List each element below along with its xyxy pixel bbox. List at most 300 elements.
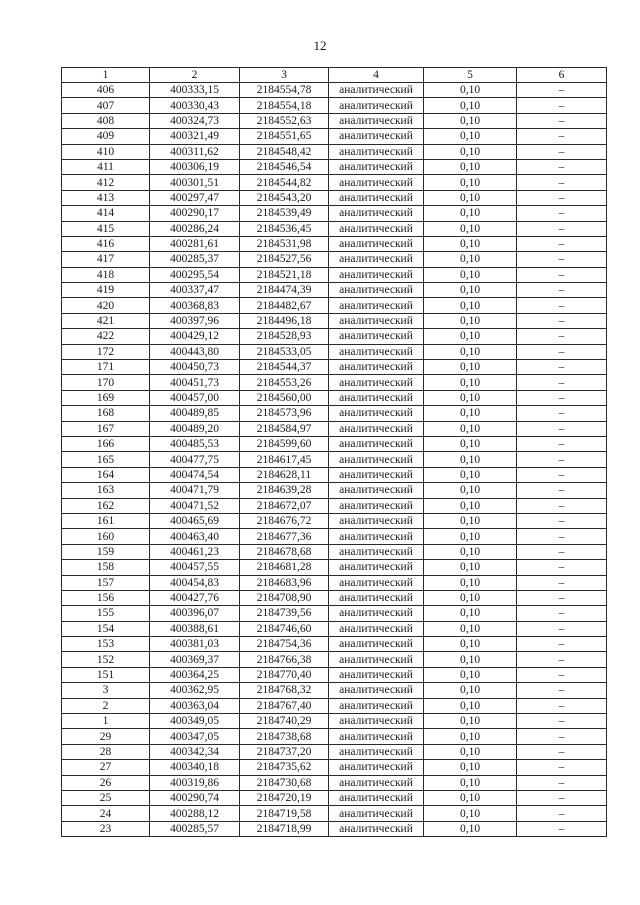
- table-row: [62, 714, 607, 729]
- y-coordinate-cell: 2184672,07: [240, 498, 329, 513]
- x-coordinate-cell: 400477,75: [150, 452, 240, 467]
- point-number-cell: 162: [62, 498, 150, 513]
- y-coordinate-cell: 2184544,37: [240, 360, 329, 375]
- table-row: [62, 252, 607, 267]
- x-coordinate-cell: 400290,74: [150, 790, 240, 805]
- method-cell: аналитический: [329, 575, 424, 590]
- accuracy-cell: 0,10: [424, 467, 517, 482]
- note-cell: –: [517, 390, 607, 405]
- x-coordinate-cell: 400471,52: [150, 498, 240, 513]
- accuracy-cell: 0,10: [424, 667, 517, 682]
- accuracy-cell: 0,10: [424, 390, 517, 405]
- accuracy-cell: 0,10: [424, 206, 517, 221]
- table-row: [62, 667, 607, 682]
- coordinates-table: [61, 67, 607, 837]
- accuracy-cell: 0,10: [424, 421, 517, 436]
- y-coordinate-cell: 2184584,97: [240, 421, 329, 436]
- method-cell: аналитический: [329, 513, 424, 528]
- method-cell: аналитический: [329, 529, 424, 544]
- note-cell: –: [517, 544, 607, 559]
- x-coordinate-cell: 400330,43: [150, 98, 240, 113]
- method-cell: аналитический: [329, 667, 424, 682]
- method-cell: аналитический: [329, 467, 424, 482]
- note-cell: –: [517, 360, 607, 375]
- point-number-cell: 25: [62, 790, 150, 805]
- x-coordinate-cell: 400489,20: [150, 421, 240, 436]
- y-coordinate-cell: 2184544,82: [240, 175, 329, 190]
- accuracy-cell: 0,10: [424, 513, 517, 528]
- method-cell: аналитический: [329, 775, 424, 790]
- method-cell: аналитический: [329, 652, 424, 667]
- point-number-cell: 408: [62, 113, 150, 128]
- y-coordinate-cell: 2184553,26: [240, 375, 329, 390]
- x-coordinate-cell: 400340,18: [150, 760, 240, 775]
- x-coordinate-cell: 400489,85: [150, 406, 240, 421]
- x-coordinate-cell: 400457,55: [150, 560, 240, 575]
- table-row: [62, 498, 607, 513]
- y-coordinate-cell: 2184766,38: [240, 652, 329, 667]
- accuracy-cell: 0,10: [424, 144, 517, 159]
- note-cell: –: [517, 683, 607, 698]
- note-cell: –: [517, 221, 607, 236]
- table-row: [62, 529, 607, 544]
- note-cell: –: [517, 375, 607, 390]
- accuracy-cell: 0,10: [424, 360, 517, 375]
- table-row: [62, 190, 607, 205]
- y-coordinate-cell: 2184482,67: [240, 298, 329, 313]
- x-coordinate-cell: 400451,73: [150, 375, 240, 390]
- method-cell: аналитический: [329, 190, 424, 205]
- x-coordinate-cell: 400454,83: [150, 575, 240, 590]
- point-number-cell: 413: [62, 190, 150, 205]
- method-cell: аналитический: [329, 390, 424, 405]
- method-cell: аналитический: [329, 267, 424, 282]
- table-row: [62, 637, 607, 652]
- note-cell: –: [517, 729, 607, 744]
- accuracy-cell: 0,10: [424, 236, 517, 251]
- x-coordinate-cell: 400396,07: [150, 606, 240, 621]
- method-cell: аналитический: [329, 729, 424, 744]
- note-cell: –: [517, 760, 607, 775]
- note-cell: –: [517, 529, 607, 544]
- x-coordinate-cell: 400443,80: [150, 344, 240, 359]
- note-cell: –: [517, 667, 607, 682]
- method-cell: аналитический: [329, 621, 424, 636]
- note-cell: –: [517, 560, 607, 575]
- note-cell: –: [517, 513, 607, 528]
- method-cell: аналитический: [329, 221, 424, 236]
- y-coordinate-cell: 2184521,18: [240, 267, 329, 282]
- y-coordinate-cell: 2184548,42: [240, 144, 329, 159]
- note-cell: –: [517, 806, 607, 821]
- method-cell: аналитический: [329, 714, 424, 729]
- accuracy-cell: 0,10: [424, 190, 517, 205]
- method-cell: аналитический: [329, 236, 424, 251]
- table-row: [62, 436, 607, 451]
- table-row: [62, 467, 607, 482]
- note-cell: –: [517, 714, 607, 729]
- accuracy-cell: 0,10: [424, 575, 517, 590]
- table-row: [62, 129, 607, 144]
- method-cell: аналитический: [329, 760, 424, 775]
- point-number-cell: 2: [62, 698, 150, 713]
- x-coordinate-cell: 400363,04: [150, 698, 240, 713]
- x-coordinate-cell: 400311,62: [150, 144, 240, 159]
- y-coordinate-cell: 2184554,18: [240, 98, 329, 113]
- point-number-cell: 421: [62, 313, 150, 328]
- table-row: [62, 159, 607, 174]
- x-coordinate-cell: 400295,54: [150, 267, 240, 282]
- x-coordinate-cell: 400337,47: [150, 283, 240, 298]
- method-cell: аналитический: [329, 790, 424, 805]
- accuracy-cell: 0,10: [424, 698, 517, 713]
- method-cell: аналитический: [329, 698, 424, 713]
- y-coordinate-cell: 2184527,56: [240, 252, 329, 267]
- x-coordinate-cell: 400471,79: [150, 483, 240, 498]
- column-header: 5: [424, 68, 517, 83]
- table-row: [62, 621, 607, 636]
- point-number-cell: 172: [62, 344, 150, 359]
- accuracy-cell: 0,10: [424, 637, 517, 652]
- table-row: [62, 821, 607, 836]
- table-row: [62, 698, 607, 713]
- point-number-cell: 166: [62, 436, 150, 451]
- method-cell: аналитический: [329, 83, 424, 98]
- y-coordinate-cell: 2184767,40: [240, 698, 329, 713]
- y-coordinate-cell: 2184552,63: [240, 113, 329, 128]
- method-cell: аналитический: [329, 590, 424, 605]
- y-coordinate-cell: 2184474,39: [240, 283, 329, 298]
- accuracy-cell: 0,10: [424, 329, 517, 344]
- y-coordinate-cell: 2184681,28: [240, 560, 329, 575]
- note-cell: –: [517, 467, 607, 482]
- column-header: 2: [150, 68, 240, 83]
- method-cell: аналитический: [329, 452, 424, 467]
- table-row: [62, 544, 607, 559]
- y-coordinate-cell: 2184617,45: [240, 452, 329, 467]
- y-coordinate-cell: 2184639,28: [240, 483, 329, 498]
- point-number-cell: 29: [62, 729, 150, 744]
- table-row: [62, 375, 607, 390]
- table-row: [62, 513, 607, 528]
- y-coordinate-cell: 2184708,90: [240, 590, 329, 605]
- method-cell: аналитический: [329, 313, 424, 328]
- accuracy-cell: 0,10: [424, 313, 517, 328]
- note-cell: –: [517, 206, 607, 221]
- point-number-cell: 418: [62, 267, 150, 282]
- accuracy-cell: 0,10: [424, 714, 517, 729]
- y-coordinate-cell: 2184738,68: [240, 729, 329, 744]
- note-cell: –: [517, 498, 607, 513]
- table-row: [62, 744, 607, 759]
- point-number-cell: 24: [62, 806, 150, 821]
- point-number-cell: 159: [62, 544, 150, 559]
- x-coordinate-cell: 400285,57: [150, 821, 240, 836]
- point-number-cell: 411: [62, 159, 150, 174]
- note-cell: –: [517, 344, 607, 359]
- point-number-cell: 416: [62, 236, 150, 251]
- method-cell: аналитический: [329, 744, 424, 759]
- point-number-cell: 28: [62, 744, 150, 759]
- method-cell: аналитический: [329, 436, 424, 451]
- y-coordinate-cell: 2184536,45: [240, 221, 329, 236]
- method-cell: аналитический: [329, 806, 424, 821]
- note-cell: –: [517, 313, 607, 328]
- point-number-cell: 170: [62, 375, 150, 390]
- note-cell: –: [517, 637, 607, 652]
- note-cell: –: [517, 452, 607, 467]
- accuracy-cell: 0,10: [424, 406, 517, 421]
- accuracy-cell: 0,10: [424, 683, 517, 698]
- x-coordinate-cell: 400347,05: [150, 729, 240, 744]
- note-cell: –: [517, 129, 607, 144]
- point-number-cell: 406: [62, 83, 150, 98]
- table-row: [62, 575, 607, 590]
- point-number-cell: 160: [62, 529, 150, 544]
- x-coordinate-cell: 400362,95: [150, 683, 240, 698]
- x-coordinate-cell: 400333,15: [150, 83, 240, 98]
- method-cell: аналитический: [329, 637, 424, 652]
- point-number-cell: 410: [62, 144, 150, 159]
- accuracy-cell: 0,10: [424, 544, 517, 559]
- method-cell: аналитический: [329, 375, 424, 390]
- note-cell: –: [517, 698, 607, 713]
- x-coordinate-cell: 400324,73: [150, 113, 240, 128]
- accuracy-cell: 0,10: [424, 298, 517, 313]
- x-coordinate-cell: 400290,17: [150, 206, 240, 221]
- x-coordinate-cell: 400474,54: [150, 467, 240, 482]
- table-row: [62, 344, 607, 359]
- note-cell: –: [517, 775, 607, 790]
- accuracy-cell: 0,10: [424, 606, 517, 621]
- x-coordinate-cell: 400342,34: [150, 744, 240, 759]
- table-row: [62, 221, 607, 236]
- x-coordinate-cell: 400288,12: [150, 806, 240, 821]
- table-row: [62, 329, 607, 344]
- accuracy-cell: 0,10: [424, 175, 517, 190]
- note-cell: –: [517, 298, 607, 313]
- note-cell: –: [517, 190, 607, 205]
- x-coordinate-cell: 400306,19: [150, 159, 240, 174]
- x-coordinate-cell: 400321,49: [150, 129, 240, 144]
- note-cell: –: [517, 483, 607, 498]
- accuracy-cell: 0,10: [424, 375, 517, 390]
- method-cell: аналитический: [329, 360, 424, 375]
- y-coordinate-cell: 2184533,05: [240, 344, 329, 359]
- accuracy-cell: 0,10: [424, 760, 517, 775]
- table-row: [62, 421, 607, 436]
- method-cell: аналитический: [329, 113, 424, 128]
- x-coordinate-cell: 400285,37: [150, 252, 240, 267]
- accuracy-cell: 0,10: [424, 529, 517, 544]
- x-coordinate-cell: 400465,69: [150, 513, 240, 528]
- point-number-cell: 26: [62, 775, 150, 790]
- table-row: [62, 175, 607, 190]
- method-cell: аналитический: [329, 606, 424, 621]
- accuracy-cell: 0,10: [424, 652, 517, 667]
- table-row: [62, 390, 607, 405]
- x-coordinate-cell: 400349,05: [150, 714, 240, 729]
- x-coordinate-cell: 400461,23: [150, 544, 240, 559]
- x-coordinate-cell: 400397,96: [150, 313, 240, 328]
- accuracy-cell: 0,10: [424, 729, 517, 744]
- x-coordinate-cell: 400463,40: [150, 529, 240, 544]
- x-coordinate-cell: 400301,51: [150, 175, 240, 190]
- method-cell: аналитический: [329, 560, 424, 575]
- note-cell: –: [517, 236, 607, 251]
- point-number-cell: 167: [62, 421, 150, 436]
- method-cell: аналитический: [329, 159, 424, 174]
- accuracy-cell: 0,10: [424, 283, 517, 298]
- x-coordinate-cell: 400485,53: [150, 436, 240, 451]
- point-number-cell: 409: [62, 129, 150, 144]
- y-coordinate-cell: 2184539,49: [240, 206, 329, 221]
- note-cell: –: [517, 406, 607, 421]
- accuracy-cell: 0,10: [424, 744, 517, 759]
- y-coordinate-cell: 2184677,36: [240, 529, 329, 544]
- note-cell: –: [517, 113, 607, 128]
- note-cell: –: [517, 175, 607, 190]
- method-cell: аналитический: [329, 821, 424, 836]
- note-cell: –: [517, 436, 607, 451]
- point-number-cell: 417: [62, 252, 150, 267]
- accuracy-cell: 0,10: [424, 267, 517, 282]
- point-number-cell: 407: [62, 98, 150, 113]
- method-cell: аналитический: [329, 683, 424, 698]
- y-coordinate-cell: 2184754,36: [240, 637, 329, 652]
- x-coordinate-cell: 400457,00: [150, 390, 240, 405]
- point-number-cell: 154: [62, 621, 150, 636]
- x-coordinate-cell: 400369,37: [150, 652, 240, 667]
- point-number-cell: 152: [62, 652, 150, 667]
- note-cell: –: [517, 575, 607, 590]
- method-cell: аналитический: [329, 406, 424, 421]
- accuracy-cell: 0,10: [424, 790, 517, 805]
- note-cell: –: [517, 821, 607, 836]
- note-cell: –: [517, 283, 607, 298]
- method-cell: аналитический: [329, 252, 424, 267]
- table-row: [62, 298, 607, 313]
- point-number-cell: 165: [62, 452, 150, 467]
- method-cell: аналитический: [329, 483, 424, 498]
- accuracy-cell: 0,10: [424, 344, 517, 359]
- accuracy-cell: 0,10: [424, 252, 517, 267]
- accuracy-cell: 0,10: [424, 775, 517, 790]
- table-row: [62, 144, 607, 159]
- column-header: 6: [517, 68, 607, 83]
- point-number-cell: 168: [62, 406, 150, 421]
- point-number-cell: 155: [62, 606, 150, 621]
- accuracy-cell: 0,10: [424, 498, 517, 513]
- x-coordinate-cell: 400364,25: [150, 667, 240, 682]
- method-cell: аналитический: [329, 298, 424, 313]
- note-cell: –: [517, 621, 607, 636]
- note-cell: –: [517, 590, 607, 605]
- accuracy-cell: 0,10: [424, 821, 517, 836]
- accuracy-cell: 0,10: [424, 621, 517, 636]
- table-row: [62, 452, 607, 467]
- x-coordinate-cell: 400381,03: [150, 637, 240, 652]
- x-coordinate-cell: 400281,61: [150, 236, 240, 251]
- y-coordinate-cell: 2184599,60: [240, 436, 329, 451]
- accuracy-cell: 0,10: [424, 113, 517, 128]
- y-coordinate-cell: 2184770,40: [240, 667, 329, 682]
- y-coordinate-cell: 2184551,65: [240, 129, 329, 144]
- method-cell: аналитический: [329, 98, 424, 113]
- note-cell: –: [517, 790, 607, 805]
- note-cell: –: [517, 267, 607, 282]
- y-coordinate-cell: 2184768,32: [240, 683, 329, 698]
- y-coordinate-cell: 2184730,68: [240, 775, 329, 790]
- point-number-cell: 156: [62, 590, 150, 605]
- x-coordinate-cell: 400429,12: [150, 329, 240, 344]
- note-cell: –: [517, 252, 607, 267]
- point-number-cell: 151: [62, 667, 150, 682]
- table-row: [62, 313, 607, 328]
- point-number-cell: 163: [62, 483, 150, 498]
- table-row: [62, 652, 607, 667]
- point-number-cell: 23: [62, 821, 150, 836]
- x-coordinate-cell: 400388,61: [150, 621, 240, 636]
- point-number-cell: 415: [62, 221, 150, 236]
- point-number-cell: 414: [62, 206, 150, 221]
- method-cell: аналитический: [329, 144, 424, 159]
- y-coordinate-cell: 2184719,58: [240, 806, 329, 821]
- y-coordinate-cell: 2184737,20: [240, 744, 329, 759]
- note-cell: –: [517, 98, 607, 113]
- accuracy-cell: 0,10: [424, 159, 517, 174]
- table-row: [62, 806, 607, 821]
- x-coordinate-cell: 400450,73: [150, 360, 240, 375]
- method-cell: аналитический: [329, 283, 424, 298]
- accuracy-cell: 0,10: [424, 98, 517, 113]
- y-coordinate-cell: 2184740,29: [240, 714, 329, 729]
- method-cell: аналитический: [329, 498, 424, 513]
- note-cell: –: [517, 652, 607, 667]
- point-number-cell: 3: [62, 683, 150, 698]
- y-coordinate-cell: 2184676,72: [240, 513, 329, 528]
- column-header: 3: [240, 68, 329, 83]
- accuracy-cell: 0,10: [424, 806, 517, 821]
- table-row: [62, 206, 607, 221]
- x-coordinate-cell: 400297,47: [150, 190, 240, 205]
- y-coordinate-cell: 2184543,20: [240, 190, 329, 205]
- method-cell: аналитический: [329, 344, 424, 359]
- column-header: 1: [62, 68, 150, 83]
- table-row: [62, 560, 607, 575]
- accuracy-cell: 0,10: [424, 83, 517, 98]
- accuracy-cell: 0,10: [424, 129, 517, 144]
- y-coordinate-cell: 2184528,93: [240, 329, 329, 344]
- method-cell: аналитический: [329, 206, 424, 221]
- point-number-cell: 27: [62, 760, 150, 775]
- y-coordinate-cell: 2184683,96: [240, 575, 329, 590]
- page-number: 12: [313, 38, 327, 53]
- table-row: [62, 267, 607, 282]
- note-cell: –: [517, 144, 607, 159]
- table-row: [62, 283, 607, 298]
- point-number-cell: 422: [62, 329, 150, 344]
- y-coordinate-cell: 2184546,54: [240, 159, 329, 174]
- method-cell: аналитический: [329, 544, 424, 559]
- y-coordinate-cell: 2184735,62: [240, 760, 329, 775]
- point-number-cell: 164: [62, 467, 150, 482]
- point-number-cell: 412: [62, 175, 150, 190]
- table-row: [62, 113, 607, 128]
- accuracy-cell: 0,10: [424, 452, 517, 467]
- column-header: 4: [329, 68, 424, 83]
- y-coordinate-cell: 2184628,11: [240, 467, 329, 482]
